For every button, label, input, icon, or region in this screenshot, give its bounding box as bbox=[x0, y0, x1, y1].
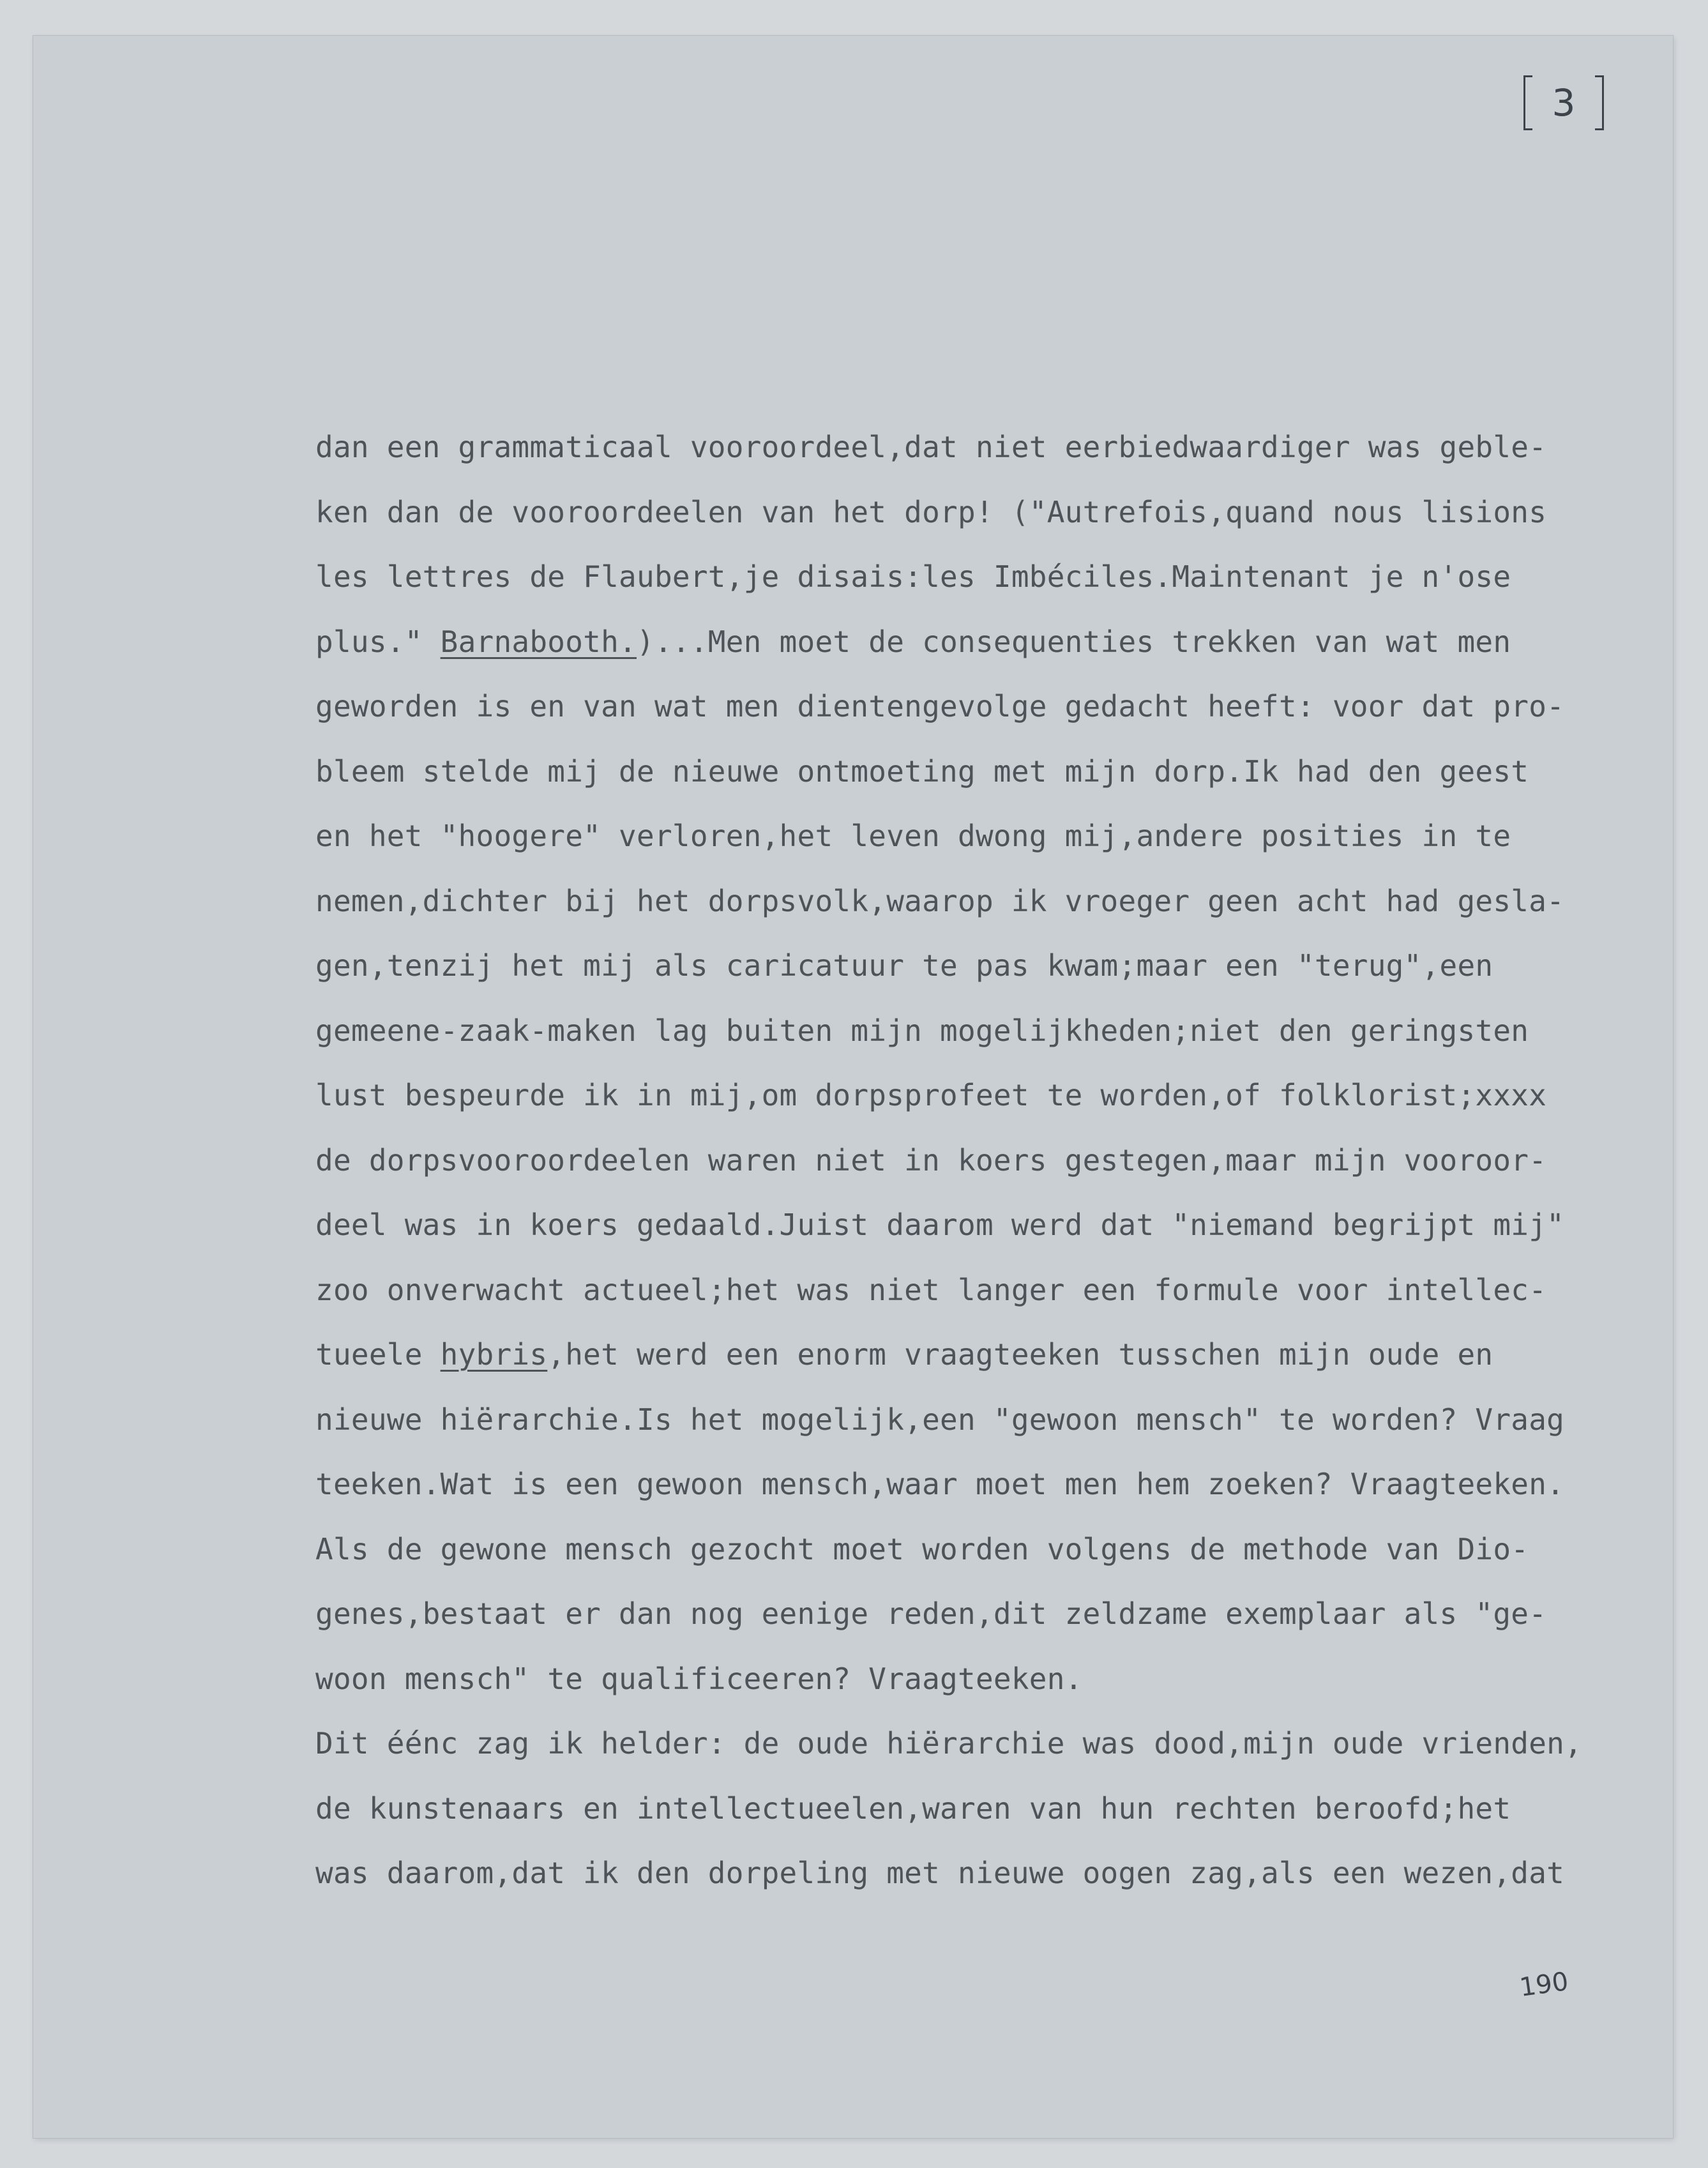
text-segment: )...Men moet de consequenties trekken van wat men bbox=[637, 624, 1511, 659]
text-line bbox=[315, 1517, 1682, 1582]
text-line bbox=[315, 1323, 1682, 1388]
text-line bbox=[315, 1063, 1682, 1128]
text-segment: gen,tenzij het mij als caricatuur te pas kwam;maar een "terug",een bbox=[315, 948, 1493, 983]
underlined-text: hybris bbox=[440, 1337, 548, 1372]
bracket-left-mark bbox=[1523, 75, 1532, 130]
text-line bbox=[315, 1193, 1682, 1258]
text-line bbox=[315, 610, 1682, 675]
text-segment: ken dan de vooroordeelen van het dorp! ("Autrefois,quand nous lisions bbox=[315, 494, 1547, 529]
text-line bbox=[315, 1647, 1682, 1712]
text-segment: tueele bbox=[315, 1337, 441, 1372]
text-segment: les lettres de Flaubert,je disais:les Imbéciles.Maintenant je n'ose bbox=[315, 559, 1511, 594]
text-line bbox=[315, 1258, 1682, 1323]
text-line bbox=[315, 739, 1682, 805]
text-segment: plus." bbox=[315, 624, 441, 659]
text-segment: nieuwe hiërarchie.Is het mogelijk,een "gewoon mensch" te worden? Vraag bbox=[315, 1402, 1565, 1437]
text-segment: gemeene-zaak-maken lag buiten mijn mogelijkheden;niet den geringsten bbox=[315, 1013, 1529, 1048]
text-line bbox=[315, 1711, 1682, 1777]
page-number-text: 3 bbox=[1552, 81, 1576, 125]
text-segment: ,het werd een enorm vraagteeken tusschen mijn oude en bbox=[547, 1337, 1493, 1372]
text-line bbox=[315, 1452, 1682, 1517]
bracket-right-mark bbox=[1595, 75, 1604, 130]
text-line bbox=[315, 1582, 1682, 1647]
text-line bbox=[315, 480, 1682, 545]
text-segment: zoo onverwacht actueel;het was niet langer een formule voor intellec- bbox=[315, 1272, 1547, 1307]
text-segment: genes,bestaat er dan nog eenige reden,dit zeldzame exemplaar als "ge- bbox=[315, 1596, 1547, 1631]
text-line bbox=[315, 415, 1682, 480]
text-line bbox=[315, 1777, 1682, 1842]
text-segment: Dit éénc zag ik helder: de oude hiërarchie was dood,mijn oude vrienden, bbox=[315, 1726, 1583, 1761]
text-segment: deel was in koers gedaald.Juist daarom werd dat "niemand begrijpt mij" bbox=[315, 1208, 1565, 1242]
text-line bbox=[315, 545, 1682, 610]
text-line bbox=[315, 934, 1682, 999]
text-segment: dan een grammaticaal vooroordeel,dat niet eerbiedwaardiger was geble- bbox=[315, 430, 1547, 464]
text-line bbox=[315, 1388, 1682, 1453]
text-segment: bleem stelde mij de nieuwe ontmoeting met mijn dorp.Ik had den geest bbox=[315, 754, 1529, 789]
text-line bbox=[315, 869, 1682, 934]
text-line bbox=[315, 804, 1682, 869]
text-line bbox=[315, 674, 1682, 739]
text-segment: geworden is en van wat men dientengevolge gedacht heeft: voor dat pro- bbox=[315, 689, 1565, 724]
page-number bbox=[1523, 75, 1604, 130]
text-segment: woon mensch" te qualificeeren? Vraagteeken. bbox=[315, 1661, 1083, 1696]
text-line bbox=[315, 999, 1682, 1064]
text-segment: nemen,dichter bij het dorpsvolk,waarop ik vroeger geen acht had gesla- bbox=[315, 883, 1565, 918]
text-segment: de dorpsvooroordeelen waren niet in koers gestegen,maar mijn vooroor- bbox=[315, 1142, 1547, 1178]
text-segment: lust bespeurde ik in mij,om dorpsprofeet te worden,of folklorist;xxxx bbox=[315, 1078, 1547, 1112]
text-segment: de kunstenaars en intellectueelen,waren van hun rechten beroofd;het bbox=[315, 1791, 1511, 1826]
text-segment: teeken.Wat is een gewoon mensch,waar moet men hem zoeken? Vraagteeken. bbox=[315, 1467, 1565, 1501]
underlined-text: Barnabooth. bbox=[440, 624, 637, 659]
text-segment: Als de gewone mensch gezocht moet worden volgens de methode van Dio- bbox=[315, 1531, 1529, 1566]
text-line bbox=[315, 1128, 1682, 1194]
folio-number: 190 bbox=[1518, 1966, 1571, 2003]
typed-text-block bbox=[315, 415, 1682, 1906]
text-segment: was daarom,dat ik den dorpeling met nieuwe oogen zag,als een wezen,dat bbox=[315, 1856, 1565, 1890]
text-segment: en het "hoogere" verloren,het leven dwong mij,andere posities in te bbox=[315, 819, 1511, 853]
text-line bbox=[315, 1841, 1682, 1906]
